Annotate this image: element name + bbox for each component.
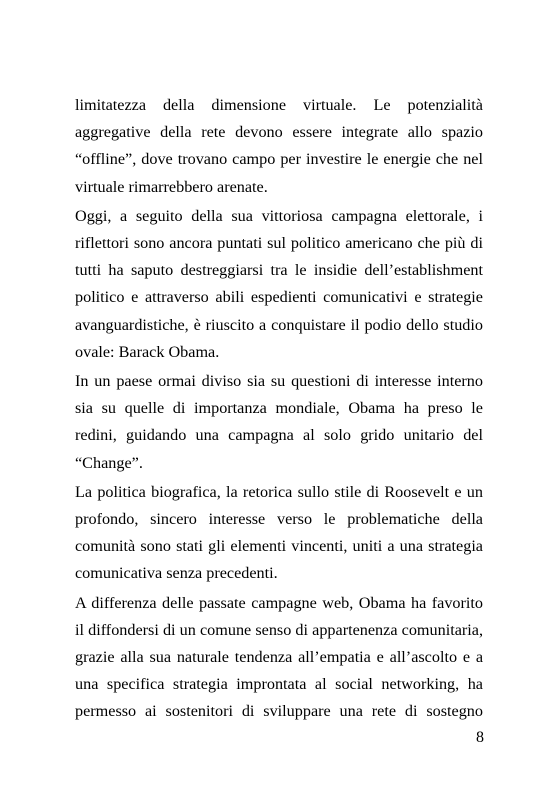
page-number: 8 [476, 729, 484, 746]
paragraph: In un paese ormai diviso sia su questioni di interesse interno sia su quelle di importanza mondiale, Obama ha preso le redini, guidando una campagna al solo grido unitario del “Change”. [75, 372, 483, 472]
body-text [75, 92, 483, 728]
paragraph: limitatezza della dimensione virtuale. Le potenzialità aggregative della rete devono essere integrate allo spazio “offline”, dove trovano campo per investire le energie che nel virtuale rimarrebbero arenate. [75, 96, 483, 196]
paragraph: A differenza delle passate campagne web, Obama ha favorito il diffondersi di un comune senso di appartenenza comunitaria, grazie alla sua naturale tendenza all’empatia e all’ascolto e a una specifica strategia improntata al social networking, ha permesso ai sostenitori di sviluppare una rete di sostegno [75, 593, 483, 721]
paragraph: Oggi, a seguito della sua vittoriosa campagna elettorale, i riflettori sono ancora puntati sul politico americano che più di tutti ha saputo destreggiarsi tra le insidie dell’establishment politico e attraverso abili espedienti comunicativi e strategie avanguardistiche, è riuscito a conquistare il podio dello studio ovale: Barack Obama. [75, 206, 483, 361]
paragraph: La politica biografica, la retorica sullo stile di Roosevelt e un profondo, sincero interesse verso le problematiche della comunità sono stati gli elementi vincenti, uniti a una strategia comunicativa senza precedenti. [75, 482, 483, 583]
